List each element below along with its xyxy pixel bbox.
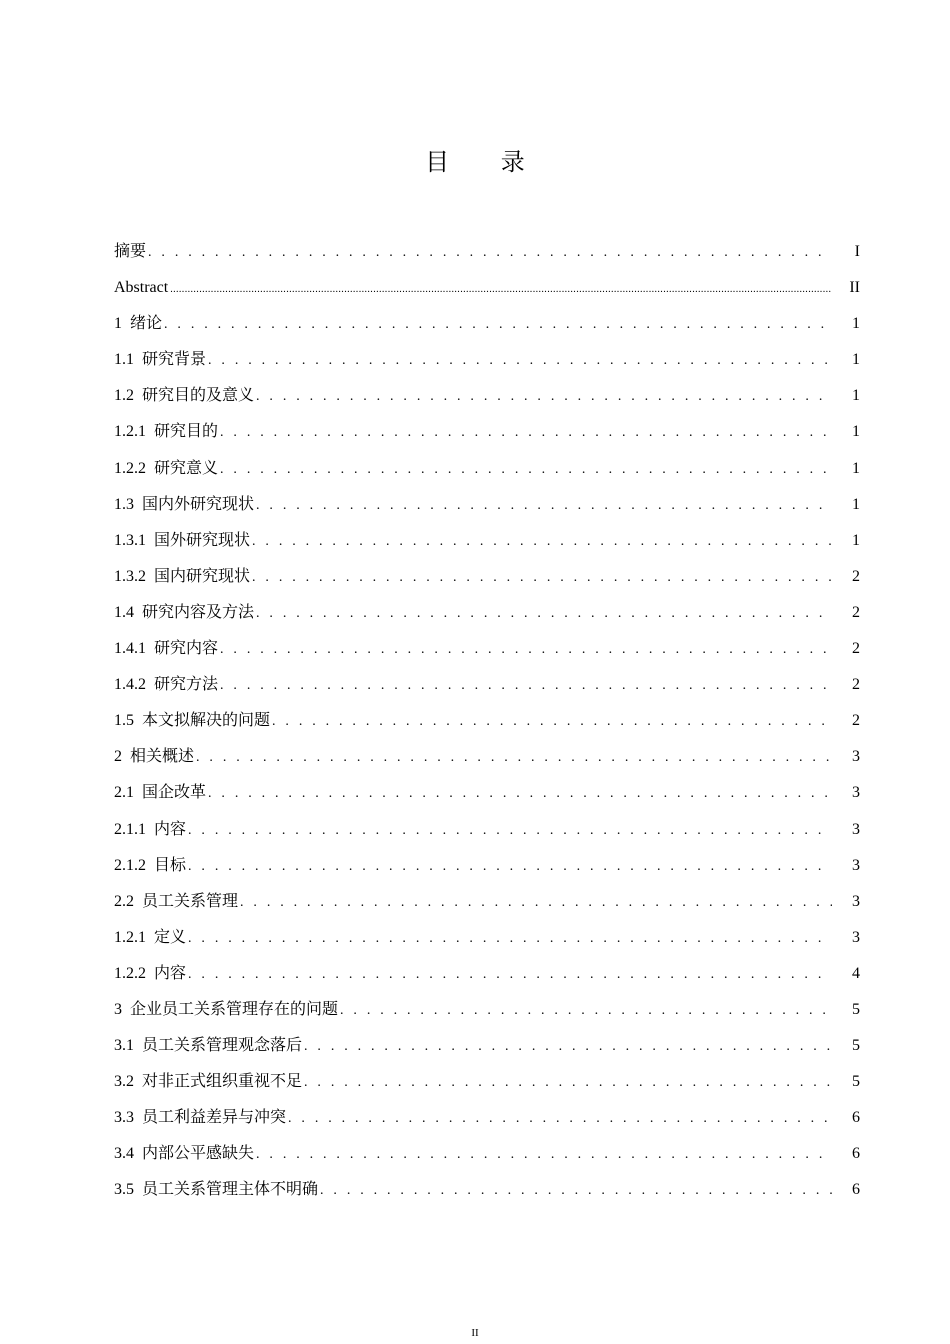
toc-dot-leader [170,272,832,308]
toc-dot-leader [220,452,832,488]
toc-entry-number: 1.2.1 [114,423,146,441]
toc-entry-heading [114,812,186,848]
toc-entry-label: 研究目的及意义 [142,387,255,405]
toc-entry-number: 2.2 [114,892,134,910]
toc-entry-page: 4 [852,964,860,982]
toc-entry-page: 2 [852,640,860,658]
toc-entry-label: 定义 [154,928,187,946]
toc-entry[interactable] [114,1100,860,1136]
toc-entry-heading [114,306,162,342]
toc-dot-leader [304,1065,832,1101]
toc-entry[interactable] [114,342,860,378]
toc-entry-heading [114,270,168,306]
toc-entry[interactable] [114,234,860,270]
toc-entry[interactable] [114,631,860,667]
toc-dot-leader [220,668,832,704]
toc-entry-heading [114,848,186,884]
toc-entry-page: 1 [852,351,860,369]
toc-dot-leader [256,1137,832,1173]
toc-entry-heading [114,451,218,487]
toc-entry-label: Abstract [114,279,169,297]
toc-entry-label: 本文拟解决的问题 [142,712,271,730]
toc-title: 目 录 [425,148,547,176]
toc-entry[interactable] [114,559,860,595]
toc-entry-heading [114,1028,302,1064]
toc-entry-label: 员工关系管理主体不明确 [142,1181,319,1199]
toc-entry[interactable] [114,920,860,956]
toc-entry-heading [114,775,206,811]
toc-entry-number: 1.3 [114,495,134,513]
toc-entry-label: 国企改革 [142,784,207,802]
toc-entry-number: 3.1 [114,1037,134,1055]
toc-entry-heading [114,1172,318,1208]
toc-entry-page: 3 [852,820,860,838]
toc-entry-page: 3 [852,748,860,766]
toc-entry[interactable] [114,306,860,342]
toc-entry[interactable] [114,775,860,811]
toc-entry-page: 6 [852,1145,860,1163]
toc-entry-label: 研究背景 [142,351,207,369]
toc-entry-label: 研究方法 [154,676,219,694]
toc-entry-number: 1.1 [114,351,134,369]
toc-entry-label: 研究目的 [154,423,219,441]
toc-entry[interactable] [114,1064,860,1100]
toc-entry[interactable] [114,1028,860,1064]
toc-entry-heading [114,631,218,667]
toc-dot-leader [288,1101,832,1137]
toc-entry-page: 1 [852,531,860,549]
toc-entry-page: 3 [852,784,860,802]
toc-entry-label: 内容 [154,964,187,982]
toc-entry-heading [114,703,270,739]
toc-entry-page: 1 [852,495,860,513]
toc-entry-heading [114,487,254,523]
toc-entry-label: 国内外研究现状 [142,495,255,513]
toc-entry-number: 1.4.2 [114,676,146,694]
toc-entry[interactable] [114,378,860,414]
toc-entry-number: 1.2.1 [114,928,146,946]
toc-entry-number: 1.3.2 [114,567,146,585]
page-number: II [471,1327,479,1339]
toc-entry-page: 1 [852,315,860,333]
toc-entry-heading [114,523,250,559]
toc-dot-leader [188,849,832,885]
toc-entry-label: 国外研究现状 [154,531,251,549]
toc-entry-number: 2.1 [114,784,134,802]
toc-entry-heading [114,559,250,595]
toc-dot-leader [320,1173,832,1209]
toc-entry-number: 1.4 [114,603,134,621]
toc-dot-leader [208,776,832,812]
toc-entry-label: 员工关系管理 [142,892,239,910]
toc-entry-page: 1 [852,423,860,441]
toc-entry[interactable] [114,414,860,450]
toc-entry[interactable] [114,812,860,848]
toc-entry-number: 1 [114,315,122,333]
toc-entry[interactable] [114,667,860,703]
toc-dot-leader [188,921,832,957]
toc-entry-heading [114,920,186,956]
toc-entry-page: I [854,243,860,260]
toc-entry[interactable] [114,956,860,992]
toc-entry-label: 研究内容 [154,640,219,658]
toc-entry-label: 研究内容及方法 [142,603,255,621]
toc-entry-label: 内容 [154,820,187,838]
toc-entry-page: 1 [852,459,860,477]
toc-entry-label: 摘要 [114,243,147,260]
toc-dot-leader [164,307,832,343]
toc-entry[interactable] [114,884,860,920]
toc-dot-leader [256,488,832,524]
toc-entry[interactable] [114,992,860,1028]
toc-entry-heading [114,342,206,378]
toc-entry[interactable] [114,703,860,739]
toc-entry-heading [114,956,186,992]
toc-entry-label: 员工关系管理观念落后 [142,1037,303,1055]
toc-entry[interactable] [114,487,860,523]
toc-dot-leader [208,343,832,379]
toc-entry-heading [114,1136,254,1172]
toc-entry-page: 2 [852,567,860,585]
toc-entry-page: 2 [852,676,860,694]
toc-entry-heading [114,884,238,920]
toc-entry-heading [114,992,338,1028]
toc-entry-page: 3 [852,856,860,874]
toc-entry[interactable] [114,739,860,775]
toc-entry-number: 1.2 [114,387,134,405]
toc-entry-label: 员工利益差异与冲突 [142,1109,287,1127]
toc-entry-page: 3 [852,892,860,910]
toc-entry[interactable] [114,270,860,306]
toc-entry[interactable] [114,1136,860,1172]
toc-entry[interactable] [114,523,860,559]
toc-entry-page: 3 [852,928,860,946]
table-of-contents [114,234,860,1209]
toc-entry[interactable] [114,1172,860,1208]
toc-entry-heading [114,1064,302,1100]
toc-entry-number: 2.1.1 [114,820,146,838]
toc-entry-label: 对非正式组织重视不足 [142,1073,303,1091]
toc-entry-page: 2 [852,712,860,730]
toc-entry[interactable] [114,848,860,884]
toc-entry-page: 2 [852,603,860,621]
toc-entry-heading [114,234,146,270]
toc-entry-page: 6 [852,1181,860,1199]
toc-entry-heading [114,1100,286,1136]
toc-entry-number: 1.2.2 [114,459,146,477]
toc-dot-leader [148,235,832,271]
toc-entry-heading [114,739,194,775]
toc-entry-page: 5 [852,1037,860,1055]
toc-dot-leader [188,813,832,849]
toc-entry-number: 1.5 [114,712,134,730]
toc-dot-leader [340,993,832,1029]
toc-entry-number: 3.2 [114,1073,134,1091]
toc-dot-leader [196,740,832,776]
toc-entry-label: 相关概述 [130,748,195,766]
toc-dot-leader [220,632,832,668]
toc-entry[interactable] [114,595,860,631]
toc-dot-leader [188,957,832,993]
toc-entry-number: 3.3 [114,1109,134,1127]
toc-dot-leader [256,379,832,415]
toc-dot-leader [252,560,832,596]
toc-entry-label: 绪论 [130,315,163,333]
toc-entry-heading [114,595,254,631]
toc-dot-leader [304,1029,832,1065]
toc-entry-number: 3.4 [114,1145,134,1163]
toc-dot-leader [220,415,832,451]
toc-dot-leader [240,885,832,921]
toc-entry[interactable] [114,451,860,487]
toc-entry-page: II [849,279,860,297]
toc-entry-number: 1.2.2 [114,964,146,982]
toc-entry-number: 1.4.1 [114,640,146,658]
toc-entry-page: 6 [852,1109,860,1127]
toc-entry-label: 企业员工关系管理存在的问题 [130,1000,339,1018]
toc-entry-label: 内部公平感缺失 [142,1145,255,1163]
toc-entry-number: 3 [114,1000,122,1018]
toc-entry-label: 研究意义 [154,459,219,477]
toc-entry-number: 3.5 [114,1181,134,1199]
toc-entry-number: 2.1.2 [114,856,146,874]
toc-dot-leader [252,524,832,560]
toc-entry-number: 1.3.1 [114,531,146,549]
toc-entry-label: 目标 [154,856,187,874]
toc-entry-page: 5 [852,1073,860,1091]
toc-entry-page: 1 [852,387,860,405]
toc-entry-heading [114,414,218,450]
toc-entry-heading [114,378,254,414]
toc-entry-number: 2 [114,748,122,766]
toc-dot-leader [256,596,832,632]
toc-dot-leader [272,704,832,740]
toc-entry-page: 5 [852,1000,860,1018]
toc-entry-heading [114,667,218,703]
toc-entry-label: 国内研究现状 [154,567,251,585]
